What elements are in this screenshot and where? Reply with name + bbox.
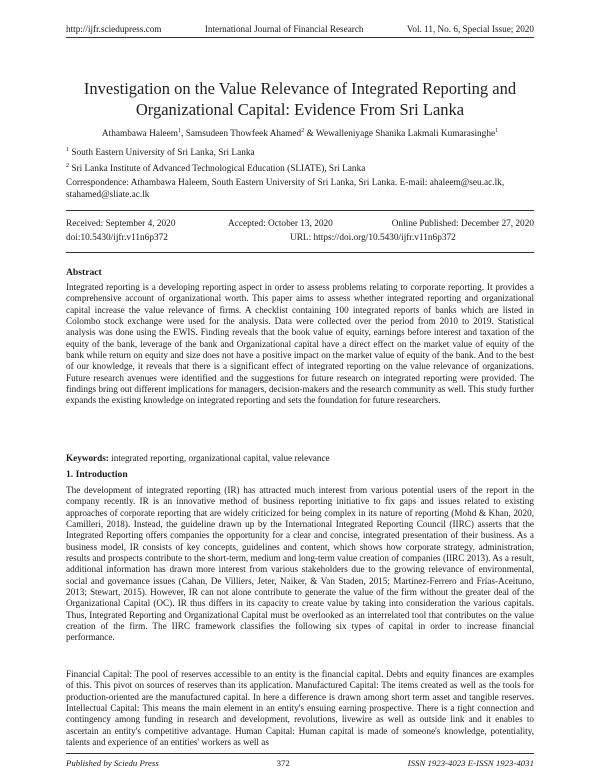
correspondence-line-1: Correspondence: Athambawa Haleem, South Eastern University of Sri Lanka, Sri Lanka. E-mail: ahaleem@seu.ac.lk, — [66, 178, 505, 188]
keywords-text: integrated reporting, organizational capital, value relevance — [108, 453, 330, 463]
journal-name: International Journal of Financial Research — [204, 24, 364, 34]
dates-bottom-divider — [66, 252, 534, 253]
author-name: Athambawa Haleem — [101, 129, 179, 140]
doi-url[interactable]: URL: https://doi.org/10.5430/ijfr.v11n6p372 — [290, 233, 456, 243]
issn: ISSN 1923-4023 E-ISSN 1923-4031 — [407, 758, 534, 768]
author-list — [66, 128, 534, 139]
accepted-date: Accepted: October 13, 2020 — [228, 219, 333, 229]
affiliation-marker: 1 — [178, 128, 182, 134]
affiliation-marker: 1 — [495, 128, 499, 134]
title-line-2: Organizational Capital: Evidence From Sri Lanka — [135, 100, 465, 119]
intro-paragraph-2: Financial Capital: The pool of reserves accessible to an entity is the financial capital. Debts and equity finances are examples of this. This pivot on sources of reserves than its application. Manufactured Capital: The items created as well as the tools for production-oriented are the manufactured capital. In here a difference is drawn among short term asset and tangible reserves. Intellectual Capital: This means the main element in an entity's ensuing earning prospective. There is a tight connection and contingency among funding in research and development, revolutions, livewire as well as outside link and it enables to ascertain an entity's competitive advantage. Human Capital: Human capital is made of someone's knowledge, potentiality, talents and experience of an entities' workers as well as — [66, 669, 534, 748]
paper-title — [66, 78, 534, 120]
header-divider — [66, 37, 534, 38]
title-line-1: Investigation on the Value Relevance of Integrated Reporting and — [83, 79, 517, 98]
affiliation-text: Sri Lanka Institute of Advanced Technological Education (SLIATE), Sri Lanka — [69, 164, 366, 175]
running-header — [66, 20, 534, 34]
section-heading: 1. Introduction — [66, 469, 128, 480]
doi: doi:10.5430/ijfr.v11n6p372 — [66, 233, 168, 243]
affiliation-text: South Eastern University of Sri Lanka, Sri Lanka — [69, 148, 255, 159]
affiliation-1 — [66, 144, 255, 159]
publication-dates — [66, 219, 534, 231]
online-date: Online Published: December 27, 2020 — [391, 219, 534, 229]
page-number: 372 — [276, 758, 290, 768]
journal-url[interactable]: http://ijfr.sciedupress.com — [66, 24, 162, 34]
abstract-text: Integrated reporting is a developing reporting aspect in order to assess problems relating to corporate reporting. It provides a comprehensive account of organizational worth. This paper aims to assess whether integrated reporting and organizational capital increase the value relevance of firms. A checklist containing 100 integrated reports of banks which are listed in Colombo stock exchange were used for the analysis. Data were collected over the period from 2010 to 2019. Statistical analysis was done using the EWIS. Finding reveals that the book value of equity, earnings before interest and taxation of the equity of the bank, leverage of the bank and Organizational capital have a direct effect on the market value of equity of the bank while return on equity and size does not have a positive impact on the market value of equity of the bank. And to the best of our knowledge, it reveals that there is a significant effect of integrated reporting on the value relevance of organizations. Future research avenues were identified and the suggestions for future research on integrated reporting were provided. The findings bring out different implications for managers, decision-makers and the research community as well. This study further expands the existing knowledge on integrated reporting and sets the foundation for future researchers. — [66, 282, 534, 406]
affiliation-marker: 1 — [66, 147, 69, 153]
intro-paragraph-1: The development of integrated reporting (IR) has attracted much interest from various potential users of the report in the company recently. IR is an innovative method of business reporting initiative to fix gaps and issues related to existing approaches of corporate reporting that are widely criticized for being complex in its nature of reporting (Mohd & Khan, 2020, Camilleri, 2018). Instead, the guideline drawn up by the International Integrated Reporting Council (IIRC) asserts that the Integrated Reporting offers companies the opportunity for a clear and concise, integrated presentation of their business. As a business model, IR consists of key concepts, guidelines and content, which shows how corporate strategy, administration, results and prospects contribute to the short-term, medium and long-term value creation of companies (IIRC 2013). As a result, additional information has drawn more interest from various stakeholders due to the growing relevance of environmental, social and governance issues (Cahan, De Villiers, Jeter, Naiker, & Van Staden, 2015; Martínez-Ferrero and Frías-Aceituno, 2013; Stewart, 2015). However, IR can not alone contribute to generate the value of the firm without the greater deal of the Organizational Capital (OC). IR thus differs in its capacity to create value by taking into consideration the various capitals. Thus, Integrated Reporting and Organizational Capital must be overlooked as an interrelated tool that contributes on the value creation of the firm. The IIRC framework classifies the following six types of capital in order to increase financial performance. — [66, 485, 534, 643]
affiliation-marker: 2 — [66, 163, 69, 169]
keywords-label: Keywords: — [66, 453, 109, 463]
volume-info: Vol. 11, No. 6, Special Issue; 2020 — [406, 24, 534, 34]
author-name: & Wewalleniyage Shanika Lakmali Kumarasinghe — [304, 129, 496, 140]
keywords — [66, 453, 534, 463]
correspondence — [66, 177, 534, 201]
footer-divider — [66, 753, 534, 754]
author-name: , Samsudeen Thowfeek Ahamed — [181, 129, 302, 140]
received-date: Received: September 4, 2020 — [66, 219, 176, 229]
doi-row — [66, 233, 534, 245]
dates-top-divider — [66, 210, 534, 211]
affiliation-marker: 2 — [301, 128, 305, 134]
correspondence-line-2[interactable]: stahamed@sliate.ac.lk — [66, 190, 150, 200]
affiliation-2 — [66, 160, 365, 175]
publisher: Published by Sciedu Press — [66, 758, 159, 768]
abstract-heading: Abstract — [66, 267, 102, 278]
page-footer — [66, 758, 534, 768]
